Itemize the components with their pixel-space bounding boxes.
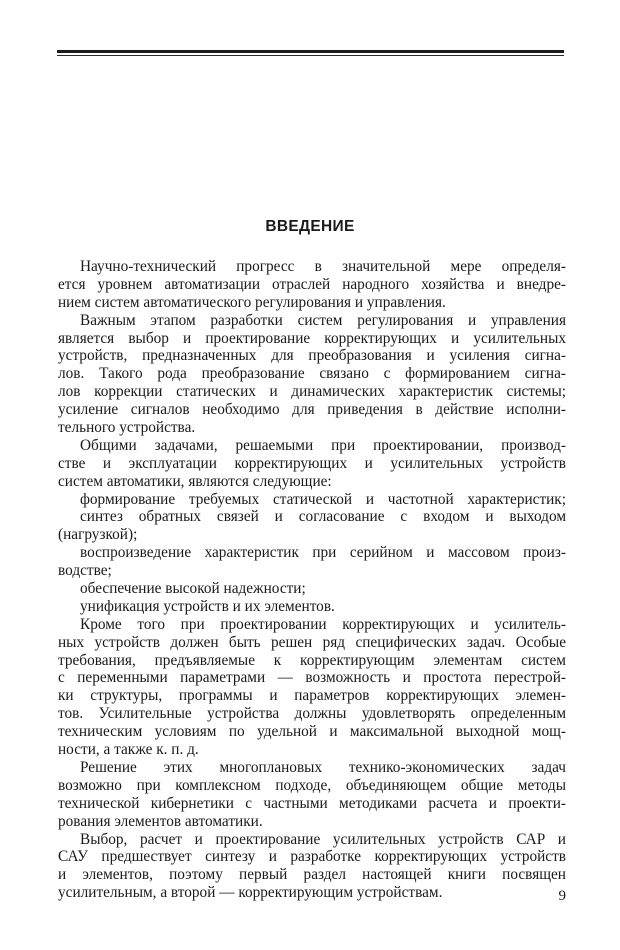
text-line: нием систем автоматического регулирования и управления. [58, 293, 446, 311]
text-line: формирование требуемых статической и частотной характеристик; [80, 490, 566, 508]
text-line: тельного устройства. [58, 419, 196, 437]
text-line: требования, предъявляемые к корректирующим элементам систем [58, 651, 566, 669]
text-line: воспроизведение характеристик при серийном и массовом произ- [80, 544, 566, 562]
text-line: водстве; [58, 562, 112, 580]
text-line: синтез обратных связей и согласование с входом и выходом [80, 508, 566, 526]
text-line: Решение этих многоплановых технико-экономических задач [80, 758, 566, 776]
text-line: ных устройств должен быть решен ряд специфических задач. Особые [58, 633, 566, 651]
text-line: устройств, предназначенных для преобразования и усиления сигна- [58, 347, 566, 365]
text-line: (нагрузкой); [58, 526, 138, 544]
top-rule-thin [57, 55, 564, 56]
text-line: Общими задачами, решаемыми при проектировании, производ- [80, 436, 566, 454]
text-line: систем автоматики, являются следующие: [58, 472, 332, 490]
text-line: ется уровнем автоматизации отраслей народного хозяйства и внедре- [58, 275, 566, 293]
text-line: рования элементов автоматики. [58, 812, 263, 830]
text-line: возможно при комплексном подходе, объединяющем общие методы [58, 776, 566, 794]
body-text [58, 258, 566, 902]
chapter-heading: ВВЕДЕНИЕ [265, 218, 355, 235]
text-line: лов. Такого рода преобразование связано с формированием сигна- [58, 365, 566, 383]
text-line: и элементов, поэтому первый раздел настоящей книги посвящен [58, 866, 566, 884]
text-line: является выбор и проектирование корректирующих и усилительных [58, 329, 566, 347]
text-line: техническим условиям по удельной и максимальной выходной мощ- [58, 723, 566, 741]
text-line: с переменными параметрами — возможность и простота перестрой- [58, 669, 566, 687]
top-rule-thick [57, 50, 564, 53]
text-line: Кроме того при проектировании корректирующих и усилитель- [80, 615, 566, 633]
page-number: 9 [558, 888, 566, 904]
text-line: Выбор, расчет и проектирование усилительных устройств САР и [80, 830, 566, 848]
text-line: Научно-технический прогресс в значительной мере определя- [80, 258, 566, 275]
text-line: технической кибернетики с частными методиками расчета и проекти- [58, 794, 566, 812]
text-line: стве и эксплуатации корректирующих и усилительных устройств [58, 454, 566, 472]
text-line: усиление сигналов необходимо для приведения в действие исполни- [58, 401, 566, 419]
text-line: САУ предшествует синтезу и разработке корректирующих устройств [58, 848, 566, 866]
text-line: ки структуры, программы и параметров корректирующих элемен- [58, 687, 566, 705]
text-line: унификация устройств и их элементов. [80, 597, 335, 615]
text-line: ности, а также к. п. д. [58, 741, 199, 759]
text-line: лов коррекции статических и динамических характеристик системы; [58, 383, 566, 401]
text-line: тов. Усилительные устройства должны удовлетворять определенным [58, 705, 566, 723]
text-line: усилительным, а второй — корректирующим устройствам. [58, 884, 443, 902]
text-line: обеспечение высокой надежности; [80, 580, 306, 598]
text-line: Важным этапом разработки систем регулирования и управления [80, 311, 566, 329]
